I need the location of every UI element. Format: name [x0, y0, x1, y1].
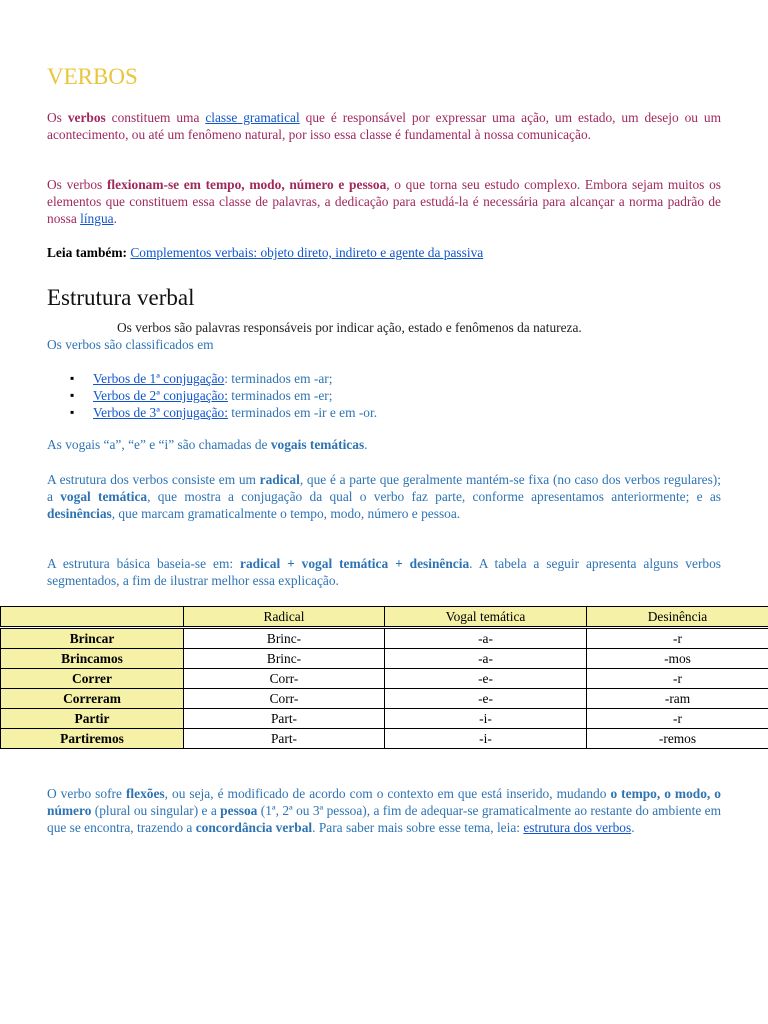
verb-cell: Brincar	[1, 629, 184, 649]
header-cell-radical: Radical	[184, 607, 385, 627]
text-span: terminados em -ir e em -or.	[227, 405, 378, 420]
bold-term-tempo-modo-numero: o tempo, o modo, o número	[47, 786, 721, 818]
text-span: , que é a parte que geralmente mantém-se fixa (no caso dos verbos regulares); a	[47, 472, 721, 504]
text-span: (plural ou singular) e a	[91, 802, 221, 818]
intro-paragraph-2	[47, 177, 721, 227]
radical-cell: Brinc-	[184, 649, 385, 669]
link-estrutura-dos-verbos[interactable]: estrutura dos verbos	[523, 819, 632, 835]
text-span: A estrutura dos verbos consiste em um	[47, 472, 260, 487]
text-span: : terminados em -ar;	[224, 371, 333, 386]
verb-cell: Partiremos	[1, 729, 184, 749]
vogal-cell: -e-	[385, 669, 587, 689]
text-span: que é responsável por expressar uma ação, um estado, um desejo ou um acontecimento, ou até um fenômeno natural, por isso essa classe é fundamental à nossa comunicação.	[47, 110, 722, 142]
table-row	[1, 669, 768, 689]
intro-paragraph-1	[47, 110, 721, 144]
text-span: . A tabela a seguir apresenta alguns verbos segmentados, a fim de ilustrar melhor essa explicação.	[47, 556, 722, 588]
radical-cell: Brinc-	[184, 629, 385, 649]
section-heading-estrutura-verbal: Estrutura verbal	[47, 285, 195, 310]
vogal-cell: -i-	[385, 709, 587, 729]
bold-term-pessoa: pessoa	[220, 802, 258, 818]
text-span: As vogais “a”, “e” e “i” são chamadas de	[47, 437, 271, 452]
text-span: Os	[47, 110, 68, 125]
radical-cell: Part-	[184, 729, 385, 749]
text-span: O verbo sofre	[47, 786, 126, 801]
estrutura-paragraph	[47, 472, 721, 522]
text-span: constituem uma	[105, 110, 206, 125]
radical-cell: Part-	[184, 709, 385, 729]
vogal-cell: -a-	[385, 649, 587, 669]
vogal-cell: -i-	[385, 729, 587, 749]
bold-term-radical: radical	[259, 472, 300, 487]
desinencia-cell: -r	[587, 629, 768, 649]
link-classe-gramatical[interactable]: classe gramatical	[205, 110, 300, 125]
header-cell-desinencia: Desinência	[587, 607, 768, 627]
text-span: , que marcam gramaticalmente o tempo, modo, número e pessoa.	[111, 505, 461, 521]
table-header-row	[1, 607, 768, 627]
text-span: . Para saber mais sobre esse tema, leia:	[312, 819, 524, 835]
table-row	[1, 629, 768, 649]
vogais-tematicas-paragraph	[47, 437, 721, 454]
vogal-cell: -e-	[385, 689, 587, 709]
radical-cell: Corr-	[184, 669, 385, 689]
link-conjugation-2[interactable]: Verbos de 2ª conjugação:	[93, 388, 228, 403]
desinencia-cell: -r	[587, 709, 768, 729]
list-item	[70, 387, 377, 404]
verb-cell: Partir	[1, 709, 184, 729]
verb-cell: Brincamos	[1, 649, 184, 669]
text-span: , que mostra a conjugação da qual o verbo faz parte, conforme apresentamos anteriormente; e as	[147, 488, 722, 504]
bold-term-vogal-tematica: vogal temática	[60, 488, 148, 504]
list-item	[70, 404, 377, 421]
bold-term-vogais-tematicas: vogais temáticas	[270, 437, 365, 452]
vogal-cell: -a-	[385, 629, 587, 649]
bold-formula: radical + vogal temática + desinência	[240, 556, 470, 571]
leia-tambem-label: Leia também:	[47, 245, 127, 260]
indented-definition: Os verbos são palavras responsáveis por indicar ação, estado e fenômenos da natureza.	[117, 320, 582, 335]
table-row	[1, 709, 768, 729]
text-span: .	[631, 819, 635, 835]
conjugation-list	[70, 370, 377, 421]
bold-term-desinencias: desinências	[47, 505, 112, 521]
list-item	[70, 370, 377, 387]
bold-term-flexionam: flexionam-se em tempo, modo, número e pessoa	[106, 177, 387, 192]
table-row	[1, 689, 768, 709]
desinencia-cell: -remos	[587, 729, 768, 749]
header-cell-empty	[1, 607, 184, 627]
leia-tambem	[47, 245, 721, 262]
text-span: terminados em -er;	[227, 388, 333, 403]
desinencia-cell: -ram	[587, 689, 768, 709]
verb-cell: Correr	[1, 669, 184, 689]
table-row	[1, 649, 768, 669]
link-complementos-verbais[interactable]: Complementos verbais: objeto direto, indireto e agente da passiva	[130, 245, 484, 260]
text-span: (1ª, 2ª ou 3ª pessoa), a fim de adequar-se gramaticalmente ao restante do ambiente em que se encontra, trazendo a	[47, 802, 722, 835]
text-span: Os verbos	[47, 177, 107, 192]
bold-term-concordancia-verbal: concordância verbal	[195, 819, 313, 835]
header-cell-vogal-tematica: Vogal temática	[385, 607, 587, 627]
verb-cell: Correram	[1, 689, 184, 709]
verb-segmentation-table	[0, 606, 768, 749]
bold-term-verbos: verbos	[67, 110, 106, 125]
desinencia-cell: -r	[587, 669, 768, 689]
classified-intro: Os verbos são classificados em	[47, 337, 214, 352]
link-lingua[interactable]: língua	[80, 210, 114, 226]
table-row	[1, 729, 768, 749]
text-span: , ou seja, é modificado de acordo com o contexto em que está inserido, mudando	[164, 786, 611, 801]
text-span: , o que torna seu estudo complexo. Embora sejam muitos os elementos que constituem essa classe de palavras, a dedicação para estudá-la é necessária para alcançar a norma padrão de nossa	[47, 177, 721, 226]
page-title: VERBOS	[47, 64, 138, 89]
link-conjugation-1[interactable]: Verbos de 1ª conjugação	[93, 371, 225, 386]
link-conjugation-3[interactable]: Verbos de 3ª conjugação:	[93, 405, 228, 420]
radical-cell: Corr-	[184, 689, 385, 709]
desinencia-cell: -mos	[587, 649, 768, 669]
text-span: .	[113, 210, 117, 226]
text-span: A estrutura básica baseia-se em:	[47, 556, 241, 571]
text-span: .	[364, 437, 368, 452]
estrutura-basica-paragraph	[47, 556, 721, 590]
flexoes-paragraph	[47, 786, 721, 836]
bold-term-flexoes: flexões	[125, 786, 165, 801]
